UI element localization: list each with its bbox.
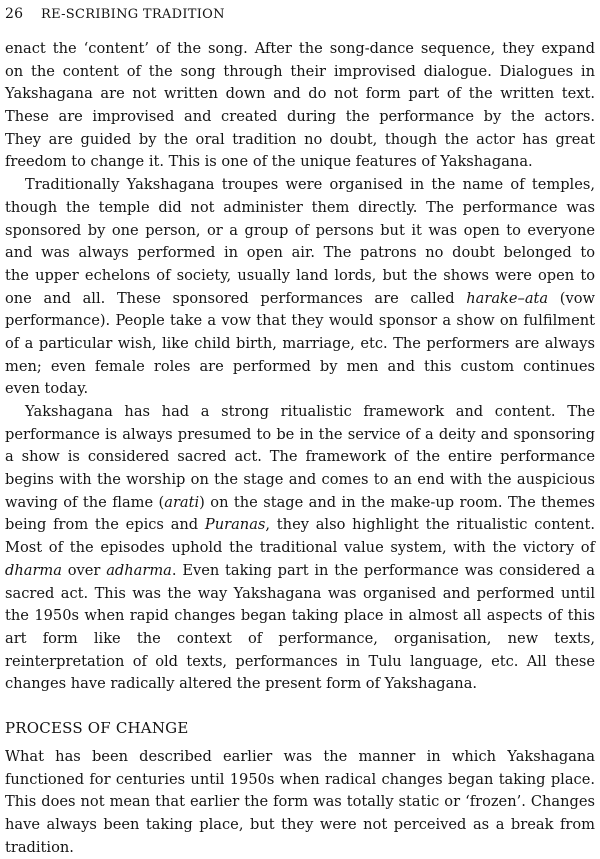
book-page [5, 0, 596, 856]
text-line: waving of the flame (arati) on the stage and in the make-up room. The themes [5, 493, 596, 511]
text-line: dharma over adharma. Even taking part in the performance was considered a [5, 561, 596, 579]
paragraph-2 [5, 174, 595, 401]
text-line: functioned for centuries until 1950s when radical changes began taking place. [5, 770, 595, 788]
text-line: What has been described earlier was the manner in which Yakshagana [5, 747, 595, 765]
text-line: enact the ‘content’ of the song. After the song-dance sequence, they expand [5, 40, 595, 57]
text-line: performance is always presumed to be in the service of a deity and sponsoring [5, 425, 595, 443]
text-line: freedom to change it. This is one of the unique features of Yakshagana. [5, 153, 533, 171]
text-line: the upper echelons of society, usually land lords, but the shows were open to [5, 266, 595, 284]
text-line: Yakshagana are not written down and do not form part of the written text. [5, 85, 595, 103]
text-line: art form like the context of performance, organisation, new texts, [5, 629, 595, 647]
body-text [5, 38, 595, 859]
text-line: of a particular wish, like child birth, marriage, etc. The performers are always [5, 334, 595, 352]
paragraph-1 [5, 38, 595, 174]
text-line: the 1950s when rapid changes began taking place in almost all aspects of this [5, 607, 595, 625]
text-line: even today. [5, 380, 89, 398]
text-line: reinterpretation of old texts, performances in Tulu language, etc. All these [5, 652, 595, 670]
text-line: a show is considered sacred act. The framework of the entire performance [5, 448, 595, 466]
text-line: changes have radically altered the present form of Yakshagana. [5, 675, 478, 693]
text-line: begins with the worship on the stage and comes to an end with the auspicious [5, 471, 595, 489]
text-line: Yakshagana has had a strong ritualistic framework and content. The [25, 403, 595, 420]
text-line: being from the epics and Puranas, they also highlight the ritualistic content. [5, 516, 596, 534]
section-heading: PROCESS OF CHANGE [5, 718, 189, 737]
section-paragraph [5, 746, 595, 859]
text-line: Traditionally Yakshagana troupes were organised in the name of temples, [25, 176, 595, 194]
running-head-title: RE-SCRIBING TRADITION [41, 7, 225, 22]
page-number: 26 [5, 6, 24, 22]
text-line: Most of the episodes uphold the traditional value system, with the victory of [5, 539, 595, 557]
text-line: sponsored by one person, or a group of persons but it was open to everyone [5, 221, 595, 239]
text-line: one and all. These sponsored performances are called harake–ata (vow [5, 289, 595, 307]
text-line: These are improvised and created during the performance by the actors. [5, 108, 595, 126]
text-line: though the temple did not administer them directly. The performance was [5, 198, 595, 216]
text-line: men; even female roles are performed by men and this custom continues [5, 357, 595, 375]
text-line: on the content of the song through their improvised dialogue. Dialogues in [5, 62, 595, 80]
text-line: performance). People take a vow that they would sponsor a show on fulfilment [5, 312, 595, 330]
text-line: They are guided by the oral tradition no doubt, though the actor has great [5, 130, 595, 148]
text-line: This does not mean that earlier the form was totally static or ‘frozen’. Changes [5, 793, 595, 811]
text-line: have always been taking place, but they were not perceived as a break from [5, 816, 595, 833]
text-line: and was always performed in open air. The patrons no doubt belonged to [5, 244, 595, 262]
running-head [5, 4, 595, 24]
text-line: tradition. [5, 838, 74, 856]
paragraph-3 [5, 401, 595, 696]
text-line: sacred act. This was the way Yakshagana was organised and performed until [5, 584, 595, 602]
